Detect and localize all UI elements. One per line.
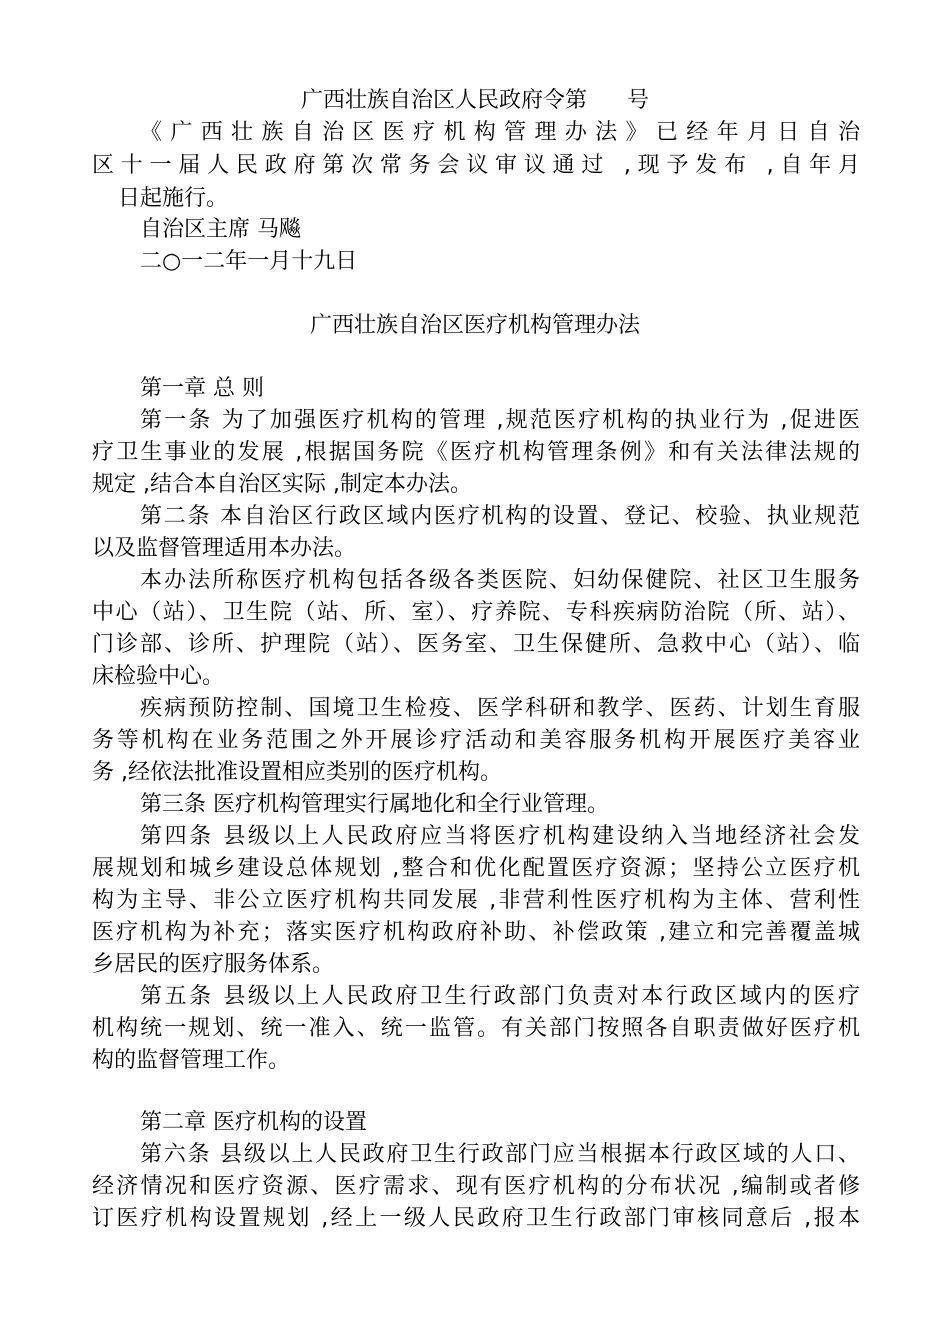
text-line: 第五条 县级以上人民政府卫生行政部门负责对本行政区域内的医疗	[140, 984, 860, 1009]
text-line: 疾病预防控制、国境卫生检疫、医学科研和教学、医药、计划生育服	[140, 696, 860, 721]
text-line: 规定 ,结合本自治区实际 ,制定本办法。	[92, 472, 472, 497]
text-line: 乡居民的医疗服务体系。	[92, 952, 335, 977]
text-line: 第一条 为了加强医疗机构的管理 ,规范医疗机构的执业行为 ,促进医	[140, 408, 860, 433]
text-line: 务 ,经依法批准设置相应类别的医疗机构。	[92, 760, 502, 785]
text-line: 经济情况和医疗资源、医疗需求、现有医疗机构的分布状况 ,编制或者修	[92, 1174, 860, 1199]
text-line: 本办法所称医疗机构包括各级各类医院、妇幼保健院、社区卫生服务	[140, 568, 860, 593]
text-line: 门诊部、诊所、护理院（站）、医务室、卫生保健所、急救中心（站）、临	[92, 632, 860, 657]
text-line: 第三条 医疗机构管理实行属地化和全行业管理。	[140, 792, 609, 817]
text-line: 展规划和城乡建设总体规划 ,整合和优化配置医疗资源；坚持公立医疗机	[92, 856, 860, 881]
decree-line-1: 《广西壮族自治区医疗机构管理办法》已经年月日自治	[140, 120, 860, 145]
text-line: 构的监督管理工作。	[92, 1048, 291, 1073]
decree-line-3: 日起施行。	[118, 186, 229, 211]
text-line: 医疗机构为补充；落实医疗机构政府补助、补偿政策 ,建立和完善覆盖城	[92, 920, 860, 945]
text-line: 床检验中心。	[92, 664, 225, 689]
text-line: 机构统一规划、统一准入、统一监管。有关部门按照各自职责做好医疗机	[92, 1016, 860, 1041]
chapter-heading: 第二章 医疗机构的设置	[140, 1110, 367, 1135]
text-line: 务等机构在业务范围之外开展诊疗活动和美容服务机构开展医疗美容业	[92, 728, 860, 753]
text-line: 以及监督管理适用本办法。	[92, 536, 357, 561]
document-title: 广西壮族自治区医疗机构管理办法	[309, 313, 640, 338]
text-line: 中心（站）、卫生院（站、所、室）、疗养院、专科疾病防治院（所、站）、	[92, 600, 860, 625]
decree-date: 二○一二年一月十九日	[140, 249, 358, 274]
text-line: 订医疗机构设置规划 ,经上一级人民政府卫生行政部门审核同意后 ,报本	[92, 1206, 860, 1231]
text-line: 疗卫生事业的发展 ,根据国务院《医疗机构管理条例》和有关法律法规的	[92, 440, 860, 465]
text-line: 第四条 县级以上人民政府应当将医疗机构建设纳入当地经济社会发	[140, 824, 860, 849]
decree-title: 广西壮族自治区人民政府令第 号	[300, 88, 650, 113]
decree-signer: 自治区主席 马飚	[140, 217, 301, 242]
decree-line-2: 区十一届人民政府第次常务会议审议通过 ,现予发布 ,自年月	[92, 153, 860, 178]
chapter-heading: 第一章 总 则	[140, 376, 264, 401]
text-line: 第二条 本自治区行政区域内医疗机构的设置、登记、校验、执业规范	[140, 504, 860, 529]
text-line: 构为主导、非公立医疗机构共同发展 ,非营利性医疗机构为主体、营利性	[92, 888, 860, 913]
text-line: 第六条 县级以上人民政府卫生行政部门应当根据本行政区域的人口、	[140, 1142, 860, 1167]
